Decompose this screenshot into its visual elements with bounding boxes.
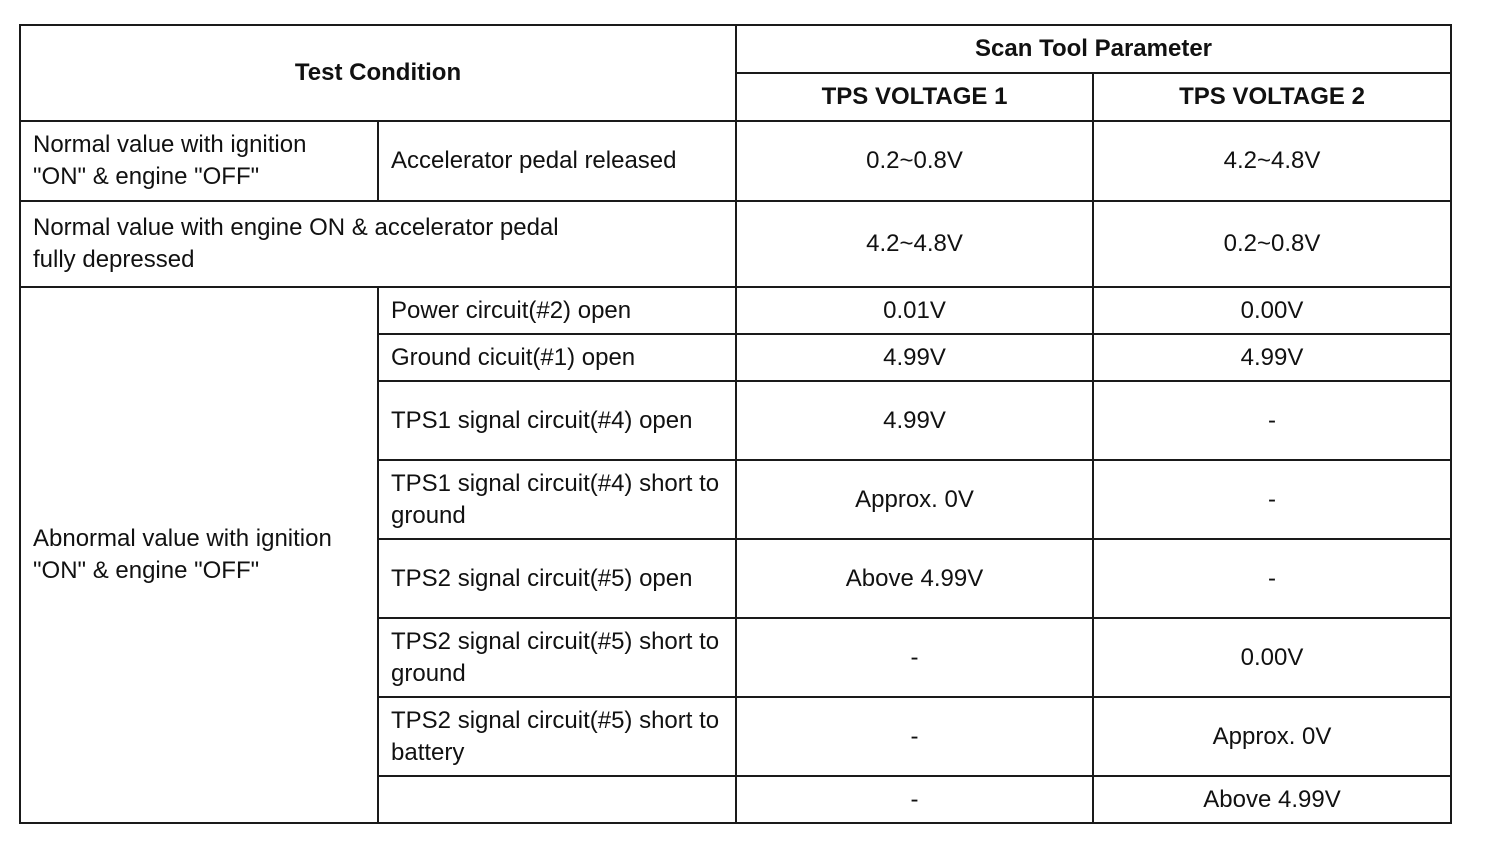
tps1-value-cell: 0.01V (736, 287, 1093, 334)
sub-condition-cell: Accelerator pedal released (378, 121, 736, 201)
normal-ignition-condition: Normal value with ignition "ON" & engine "OFF" (20, 121, 378, 201)
tps1-value-cell: Above 4.99V (736, 539, 1093, 618)
tps2-value-cell: 0.2~0.8V (1093, 201, 1451, 287)
sub-condition-cell (378, 776, 736, 823)
sub-condition-cell: TPS2 signal circuit(#5) short to battery (378, 697, 736, 776)
tps2-value-cell: 4.2~4.8V (1093, 121, 1451, 201)
tps2-value-cell: 0.00V (1093, 618, 1451, 697)
tps-voltage-2-header: TPS VOLTAGE 2 (1093, 73, 1451, 121)
sub-condition-cell: Power circuit(#2) open (378, 287, 736, 334)
tps2-value-cell: - (1093, 539, 1451, 618)
scan-tool-parameter-table (19, 24, 1452, 824)
tps2-value-cell: Approx. 0V (1093, 697, 1451, 776)
normal-engine-condition: Normal value with engine ON & accelerator pedal fully depressed (20, 201, 736, 287)
tps2-value-cell: - (1093, 460, 1451, 539)
tps1-value-cell: 4.2~4.8V (736, 201, 1093, 287)
tps1-value-cell: 0.2~0.8V (736, 121, 1093, 201)
tps-voltage-1-header: TPS VOLTAGE 1 (736, 73, 1093, 121)
tps2-value-cell: Above 4.99V (1093, 776, 1451, 823)
abnormal-condition: Abnormal value with ignition "ON" & engine "OFF" (20, 287, 378, 823)
test-condition-header: Test Condition (20, 25, 736, 121)
table-row (20, 201, 1451, 287)
tps1-value-cell: Approx. 0V (736, 460, 1093, 539)
table-row (20, 121, 1451, 201)
tps1-value-cell: - (736, 618, 1093, 697)
tps2-value-cell: 4.99V (1093, 334, 1451, 381)
tps1-value-cell: - (736, 697, 1093, 776)
sub-condition-cell: TPS1 signal circuit(#4) open (378, 381, 736, 460)
header-row-1 (20, 25, 1451, 73)
sub-condition-cell: Ground cicuit(#1) open (378, 334, 736, 381)
tps2-value-cell: - (1093, 381, 1451, 460)
tps2-value-cell: 0.00V (1093, 287, 1451, 334)
sub-condition-cell: TPS2 signal circuit(#5) open (378, 539, 736, 618)
tps1-value-cell: 4.99V (736, 334, 1093, 381)
sub-condition-cell: TPS1 signal circuit(#4) short to ground (378, 460, 736, 539)
scan-tool-parameter-header: Scan Tool Parameter (736, 25, 1451, 73)
sub-condition-cell: TPS2 signal circuit(#5) short to ground (378, 618, 736, 697)
tps1-value-cell: 4.99V (736, 381, 1093, 460)
table-row (20, 287, 1451, 334)
tps1-value-cell: - (736, 776, 1093, 823)
